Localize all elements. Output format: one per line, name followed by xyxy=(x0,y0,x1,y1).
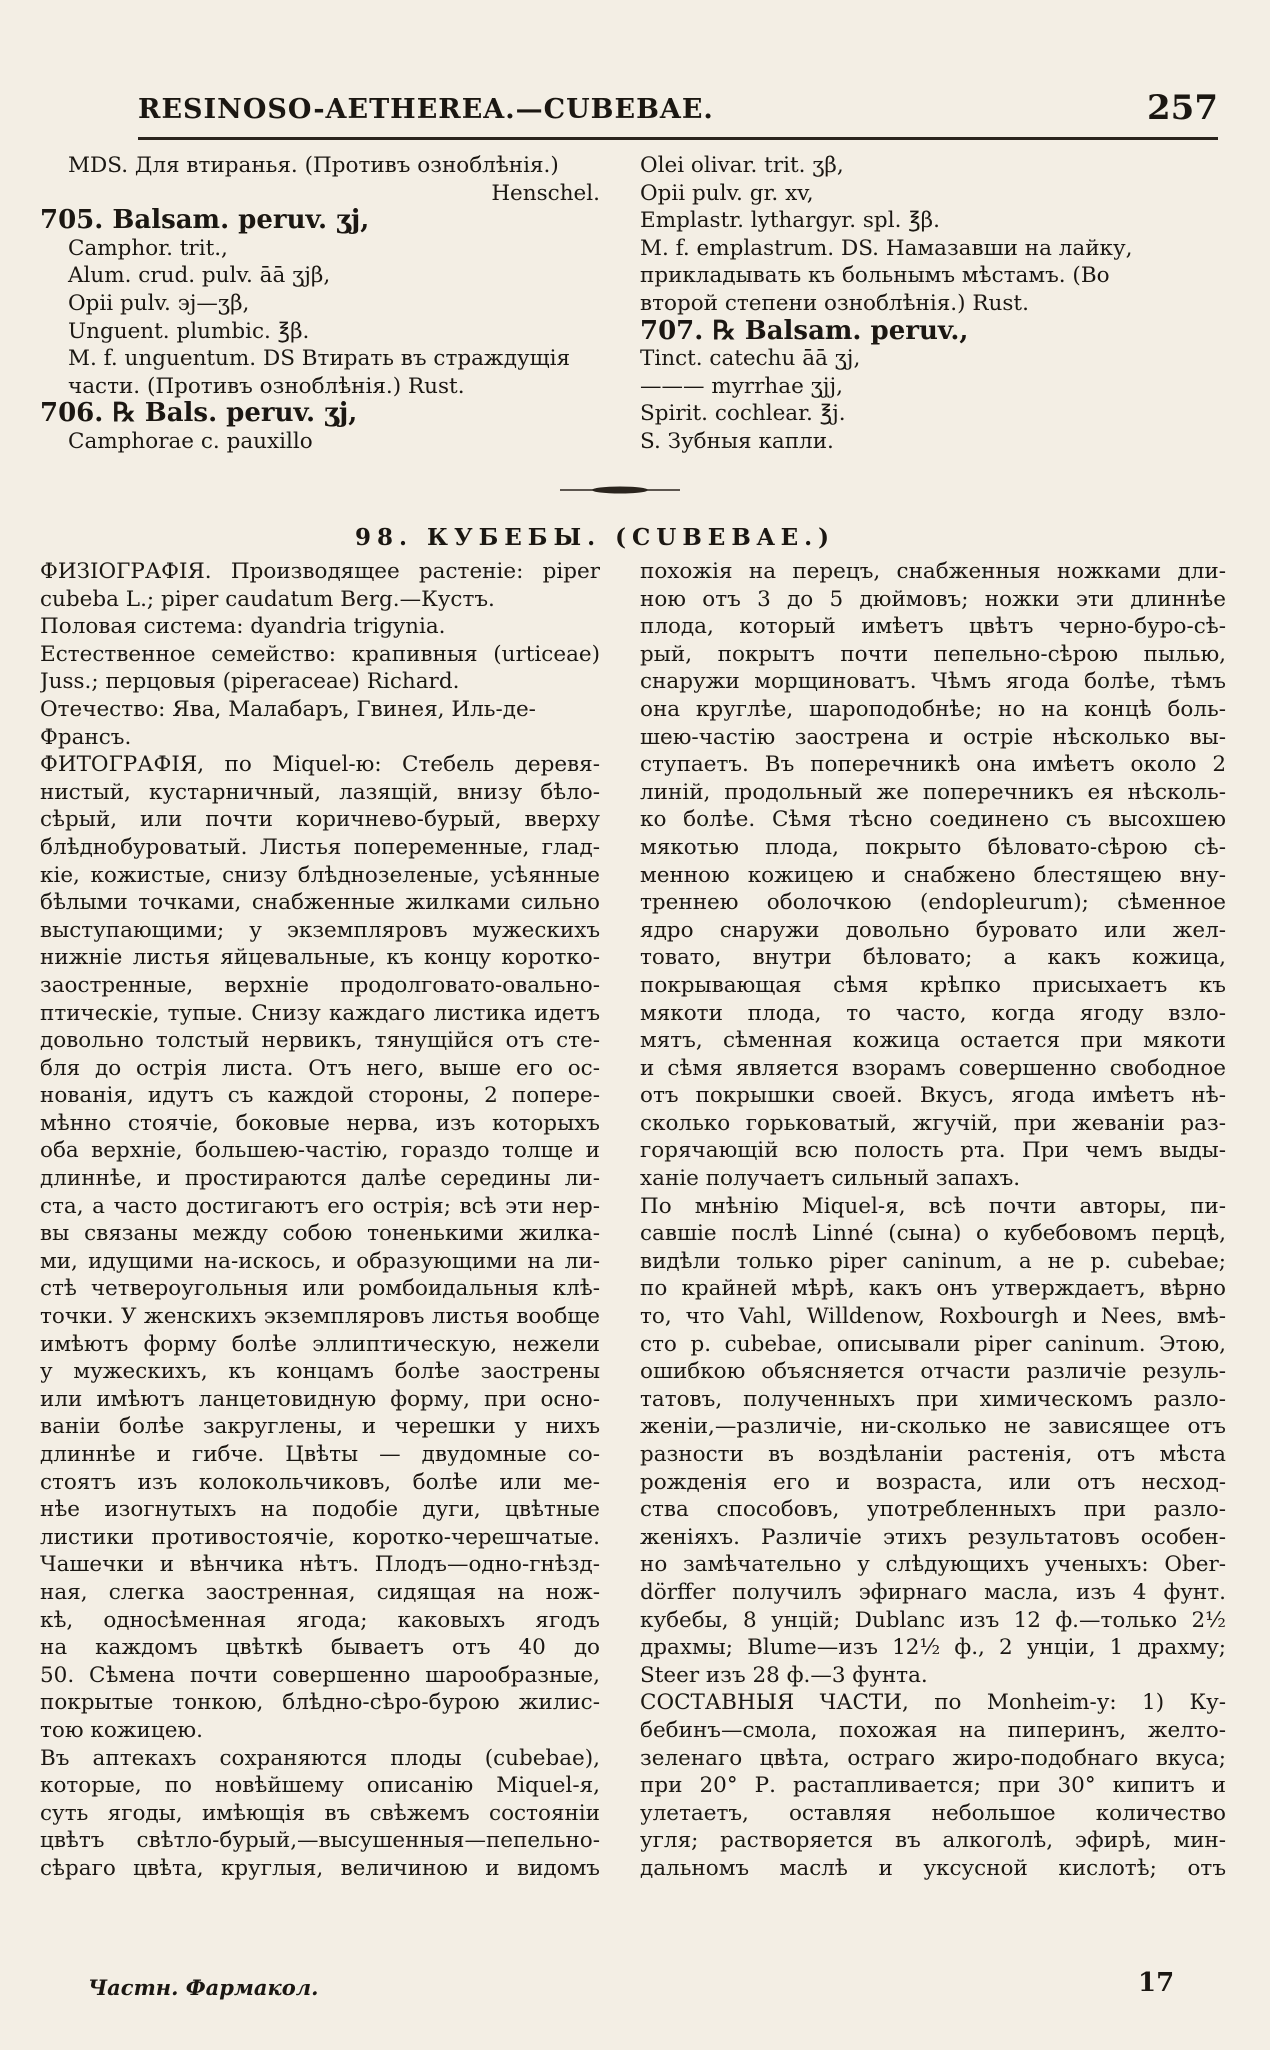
text-line: СОСТАВНЫЯ ЧАСТИ, по Monheim-у: 1) Ку- xyxy=(640,1690,1226,1716)
signature-mark: 17 xyxy=(1138,1968,1175,1998)
text-line: бля до острія листа. Отъ него, выше его ос- xyxy=(40,1055,600,1081)
text-line: линій, продольный же поперечникъ ея нѣсколь- xyxy=(640,779,1226,805)
prescription-line: 706. ℞ Bals. peruv. ʒj, xyxy=(40,400,358,428)
text-line: кіе, кожистые, снизу блѣднозеленые, усѣянные xyxy=(40,862,600,888)
text-line: ядро снаружи довольно буровато или жел- xyxy=(640,917,1226,943)
prescriptions-left xyxy=(40,152,600,456)
text-line: Франсъ. xyxy=(40,724,132,750)
text-line: стоятъ изъ колокольчиковъ, болѣе или ме- xyxy=(40,1469,600,1495)
text-line: плода, который имѣетъ цвѣтъ черно-буро-сѣ- xyxy=(640,614,1226,640)
text-line: бѣлыми точками, снабженные жилками сильно xyxy=(40,890,600,916)
prescription-line: Opii pulv. ϶j—ʒβ, xyxy=(68,290,250,316)
text-line: татовъ, полученныхъ при химическомъ разло- xyxy=(640,1386,1226,1412)
text-line: покрывающая сѣмя крѣпко присыхаетъ къ xyxy=(640,972,1226,998)
text-line: стѣ четвероугольныя или ромбоидальныя клѣ- xyxy=(40,1276,600,1302)
prescription-line: Tinct. catechu āā ʒj, xyxy=(640,346,861,372)
prescription-line: Alum. crud. pulv. āā ʒjβ, xyxy=(68,263,331,289)
prescription-line: второй степени озноблѣнія.) Rust. xyxy=(640,290,1029,316)
ornamental-separator xyxy=(560,484,680,496)
text-line: разности въ воздѣланіи растенія, отъ мѣста xyxy=(640,1442,1226,1467)
text-line: Steer изъ 28 ф.—3 фунта. xyxy=(640,1662,928,1688)
prescription-line: S. Зубныя капли. xyxy=(640,428,834,454)
text-line: птическіе, тупые. Снизу каждаго листика идетъ xyxy=(40,1000,600,1026)
text-line: сколько горьковатый, жгучій, при жеваніи раз- xyxy=(640,1110,1226,1136)
text-line: Juss.; перцовыя (piperaceae) Richard. xyxy=(40,669,460,695)
text-line: савшіе послѣ Linné (сына) о кубебовомъ перцѣ, xyxy=(640,1221,1226,1247)
text-line: суть ягоды, имѣющія въ свѣжемъ состояніи xyxy=(40,1800,600,1826)
page-number: 257 xyxy=(1147,88,1218,128)
text-line: по крайней мѣрѣ, какъ онъ утверждаетъ, вѣрно xyxy=(640,1276,1226,1302)
text-line: сѣрый, или почти коричнево-бурый, вверху xyxy=(40,807,600,833)
text-line: По мнѣнію Miquel-я, всѣ почти авторы, пи- xyxy=(640,1193,1226,1219)
text-line: отъ покрышки своей. Вкусъ, ягода имѣетъ нѣ- xyxy=(640,1083,1226,1109)
text-line: тою кожицею. xyxy=(40,1717,203,1743)
text-line: ми, идущими на-искось, и образующими на ли- xyxy=(40,1248,600,1274)
text-line: вы связаны между собою тоненькими жилка- xyxy=(40,1221,600,1247)
text-line: нистый, кустарничный, лазящій, внизу бѣло- xyxy=(40,779,600,805)
text-line: имѣютъ форму болѣе эллиптическую, нежели xyxy=(40,1331,600,1357)
text-line: ступаетъ. Въ поперечникѣ она имѣетъ около 2 xyxy=(640,752,1226,778)
prescription-line: 705. Balsam. peruv. ʒj, xyxy=(40,207,370,235)
text-line: сѣраго цвѣта, круглыя, величиною и видомъ xyxy=(40,1855,600,1881)
text-line: мякотью плода, покрыто бѣловато-сѣрою сѣ- xyxy=(640,834,1226,860)
prescription-line: Camphor. trit., xyxy=(68,235,228,261)
text-line: зеленаго цвѣта, остраго жиро-подобнаго вкуса; xyxy=(640,1745,1226,1771)
text-line: 50. Сѣмена почти совершенно шарообразные, xyxy=(40,1662,600,1688)
text-line: cubeba L.; piper caudatum Berg.—Кустъ. xyxy=(40,586,495,612)
text-line: ФИТОГРАФІЯ, по Miquel-ю: Стебель деревя- xyxy=(40,752,600,778)
text-line: женіяхъ. Различіе этихъ результатовъ особен- xyxy=(640,1524,1226,1550)
text-line: на каждомъ цвѣткѣ бываетъ отъ 40 до xyxy=(40,1635,600,1661)
text-line: Естественное семейство: крапивныя (urticeae) xyxy=(40,641,600,667)
text-line: ошибкою объясняется отчасти различіе резуль- xyxy=(640,1359,1226,1385)
text-line: шею-частію заострена и остріе нѣсколько вы- xyxy=(640,724,1226,750)
prescription-line: Opii pulv. gr. xv, xyxy=(640,180,814,206)
text-line: нижніе листья яйцевальные, къ концу коротко- xyxy=(40,945,600,971)
text-line: точки. У женскихъ экземпляровъ листья вообще xyxy=(40,1304,600,1330)
prescription-line: ——— myrrhae ʒjj, xyxy=(640,373,843,399)
footer-signature: Частн. Фармакол. xyxy=(88,1975,319,2000)
text-line: похожія на перецъ, снабженныя ножками дли- xyxy=(640,559,1226,584)
text-line: блѣднобуроватый. Листья попеременные, глад- xyxy=(40,834,600,860)
prescription-line: Olei olivar. trit. ʒβ, xyxy=(640,153,844,178)
text-line: ною отъ 3 до 5 дюймовъ; ножки эти длиннѣе xyxy=(640,586,1226,612)
running-title: RESINOSO-AETHEREA.—CUBEBAE. xyxy=(138,94,714,125)
text-line: рожденія его и возраста, или отъ несход- xyxy=(640,1469,1226,1495)
prescription-line: части. (Противъ озноблѣнія.) Rust. xyxy=(68,373,465,399)
text-line: ханіе получаетъ сильный запахъ. xyxy=(640,1166,1021,1192)
text-line: треннею оболочкою (endopleurum); сѣменное xyxy=(640,890,1226,916)
text-line: снаружи морщиноватъ. Чѣмъ ягода болѣе, тѣмъ xyxy=(640,669,1226,695)
text-line: ФИЗІОГРАФІЯ. Производящее растеніе: piper xyxy=(40,559,600,584)
text-line: нованія, идутъ съ каждой стороны, 2 попере- xyxy=(40,1083,600,1109)
text-line: ства способовъ, употребленныхъ при разло- xyxy=(640,1497,1226,1523)
text-line: то, что Vahl, Willdenow, Roxbourgh и Nees, вмѣ- xyxy=(640,1304,1226,1330)
text-line: заостренные, верхніе продолговато-овально- xyxy=(40,972,600,998)
text-line: Отечество: Ява, Малабаръ, Гвинея, Иль-де- xyxy=(40,696,536,722)
text-line: при 20° Р. растапливается; при 30° кипитъ и xyxy=(640,1773,1226,1799)
prescription-line: M. f. unguentum. DS Втирать въ страждущія xyxy=(68,346,571,372)
text-line: кубебы, 8 унцій; Dublanc изъ 12 ф.—только 2½ xyxy=(640,1607,1226,1633)
prescription-line: MDS. Для втиранья. (Противъ озноблѣнія.) xyxy=(68,153,559,178)
text-line: Чашечки и вѣнчика нѣтъ. Плодъ—одно-гнѣзд- xyxy=(40,1552,600,1578)
text-line: но замѣчательно у слѣдующихъ ученыхъ: Ober- xyxy=(640,1552,1226,1578)
body-right-column xyxy=(640,558,1226,1883)
text-line: мятъ, сѣменная кожица остается при мякоти xyxy=(640,1028,1226,1054)
prescription-line: 707. ℞ Balsam. peruv., xyxy=(640,317,969,346)
text-line: рый, покрытъ почти пепельно-сѣрою пылью, xyxy=(640,641,1226,667)
text-line: у мужескихъ, къ концамъ болѣе заострены xyxy=(40,1359,600,1385)
text-line: dörffer получилъ эфирнаго масла, изъ 4 фунт. xyxy=(640,1579,1226,1605)
prescription-line: Spirit. cochlear. ℥j. xyxy=(640,401,846,427)
text-line: нѣе изогнутыхъ на подобіе дуги, цвѣтные xyxy=(40,1497,600,1523)
text-line: покрытые тонкою, блѣдно-сѣро-бурою жилис- xyxy=(40,1690,600,1716)
text-line: Половая система: dyandria trigynia. xyxy=(40,614,446,640)
text-line: дальномъ маслѣ и уксусной кислотѣ; отъ xyxy=(640,1855,1226,1881)
text-line: видѣли только piper caninum, а не p. cubebae; xyxy=(640,1248,1226,1274)
text-line: кѣ, односѣменная ягода; каковыхъ ягодъ xyxy=(40,1607,600,1633)
text-line: листики противостоячіе, коротко-черешчатые. xyxy=(40,1524,600,1550)
prescription-line: M. f. emplastrum. DS. Намазавши на лайку, xyxy=(640,235,1133,261)
running-header xyxy=(138,88,1218,132)
section-heading: 98. КУБЕБЫ. (CUBEBAE.) xyxy=(355,524,836,551)
text-line: оба верхніе, большею-частію, гораздо толще и xyxy=(40,1138,600,1164)
text-line: ста, а часто достигаютъ его острія; всѣ эти нер- xyxy=(40,1193,600,1219)
prescription-line: Unguent. plumbic. ℥β. xyxy=(68,318,310,344)
text-line: и сѣмя является взорамъ совершенно свободное xyxy=(640,1055,1226,1081)
text-line: Въ аптекахъ сохраняются плоды (cubebae), xyxy=(40,1745,600,1771)
prescription-line: Henschel. xyxy=(491,180,600,206)
prescription-line: Emplastr. lythargyr. spl. ℥β. xyxy=(640,208,940,234)
text-line: длиннѣе, и простираются далѣе середины ли- xyxy=(40,1166,600,1192)
text-line: ваніи болѣе закруглены, и черешки у нихъ xyxy=(40,1414,600,1440)
text-line: мякоти плода, то часто, когда ягоду взло- xyxy=(640,1000,1226,1026)
text-line: улетаетъ, оставляя небольшое количество xyxy=(640,1800,1226,1826)
text-line: которые, по новѣйшему описанію Miquel-я, xyxy=(40,1773,600,1799)
header-rule xyxy=(138,137,1218,140)
text-line: сто p. cubebae, описывали piper caninum. Этою, xyxy=(640,1331,1226,1357)
text-line: выступающими; у экземпляровъ мужескихъ xyxy=(40,917,600,943)
text-line: женіи,—различіе, ни-сколько не зависящее отъ xyxy=(640,1414,1226,1440)
text-line: товато, внутри бѣловато; а какъ кожица, xyxy=(640,945,1226,971)
text-line: длиннѣе и гибче. Цвѣты — двудомные со- xyxy=(40,1442,600,1467)
text-line: она круглѣе, шароподобнѣе; но на концѣ боль- xyxy=(640,696,1226,722)
text-line: цвѣтъ свѣтло-бурый,—высушенныя—пепельно- xyxy=(40,1828,600,1854)
text-line: довольно толстый нервикъ, тянущійся отъ сте- xyxy=(40,1028,600,1054)
text-line: ная, слегка заостренная, сидящая на нож- xyxy=(40,1579,600,1605)
prescriptions-right xyxy=(640,152,1226,456)
prescription-line: Camphorae c. pauxillo xyxy=(68,428,313,454)
text-line: драхмы; Blume—изъ 12½ ф., 2 унціи, 1 драхму; xyxy=(640,1635,1226,1661)
text-line: мѣнно стоячіе, боковые нерва, изъ которыхъ xyxy=(40,1110,600,1136)
text-line: или имѣютъ ланцетовидную форму, при осно- xyxy=(40,1386,600,1412)
text-line: горячающій всю полость рта. При чемъ выды- xyxy=(640,1138,1226,1164)
text-line: бебинъ—смола, похожая на пиперинъ, желто- xyxy=(640,1717,1226,1743)
body-left-column xyxy=(40,558,600,1883)
text-line: ко болѣе. Сѣмя тѣсно соединено съ высохшею xyxy=(640,807,1226,833)
prescription-line: прикладывать къ больнымъ мѣстамъ. (Во xyxy=(640,263,1110,289)
text-line: угля; растворяется въ алкоголѣ, эфирѣ, мин- xyxy=(640,1828,1226,1854)
text-line: менною кожицею и снабжено блестящею вну- xyxy=(640,862,1226,888)
